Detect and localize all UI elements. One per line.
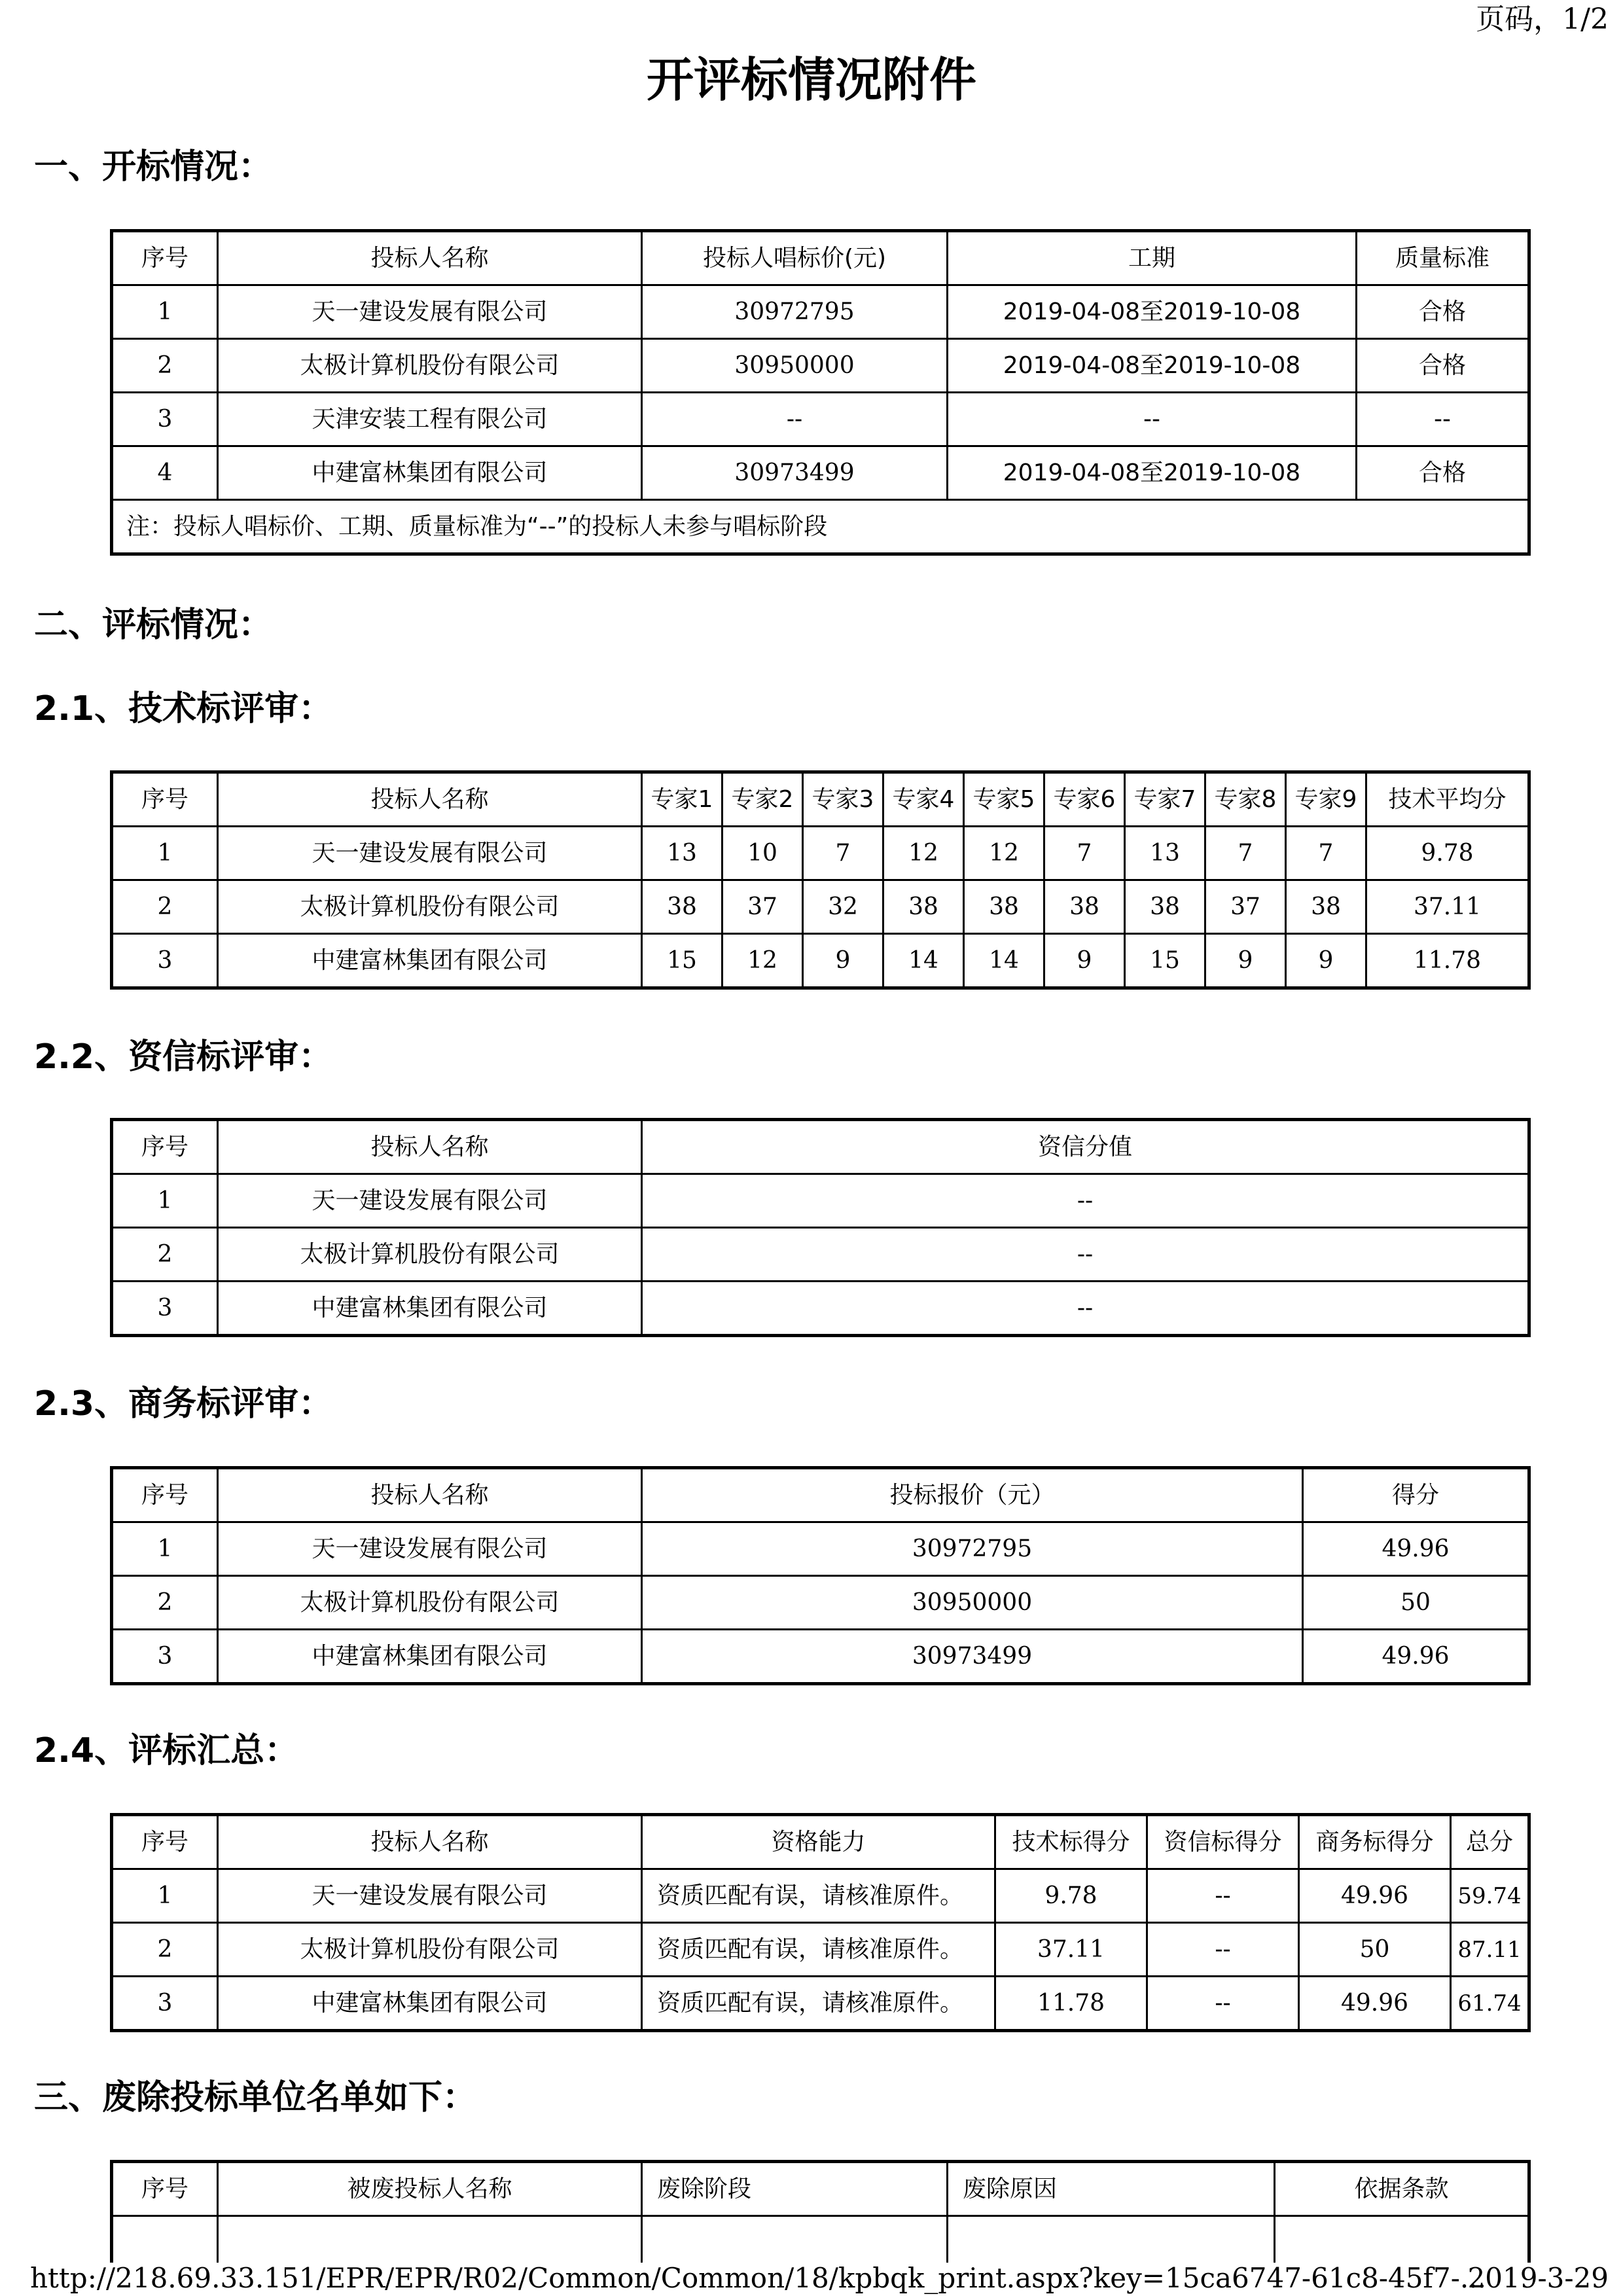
col-header: 投标人名称 xyxy=(218,1120,642,1174)
col-header: 投标人名称 xyxy=(218,231,642,285)
section-heading-evaluation: 二、评标情况： xyxy=(34,605,273,645)
table-row xyxy=(112,1576,1529,1630)
cell-price: 30973499 xyxy=(642,1630,1303,1684)
cell-price: 30950000 xyxy=(642,1576,1303,1630)
col-header: 被废投标人名称 xyxy=(218,2162,642,2216)
cell-total: 59.74 xyxy=(1451,1869,1529,1923)
cell-index: 3 xyxy=(112,393,218,446)
col-header: 投标人名称 xyxy=(218,1468,642,1522)
section-heading-summary: 2.4、评标汇总： xyxy=(34,1731,299,1770)
page-title: 开评标情况附件 xyxy=(646,52,976,107)
cell-score: 38 xyxy=(1125,880,1205,934)
cell-credit: -- xyxy=(642,1282,1529,1336)
cell-price: 30973499 xyxy=(642,446,948,500)
table-row xyxy=(112,339,1529,393)
col-header: 专家6 xyxy=(1044,772,1125,827)
col-header: 专家9 xyxy=(1286,772,1366,827)
cell-tech-score: 11.78 xyxy=(995,1977,1147,2031)
cell-index: 1 xyxy=(112,827,218,880)
col-header: 技术平均分 xyxy=(1366,772,1529,827)
cell-score: 9 xyxy=(1044,934,1125,988)
cell-total: 87.11 xyxy=(1451,1923,1529,1977)
cell-price: 30972795 xyxy=(642,1522,1303,1576)
table-row xyxy=(112,827,1529,880)
cell-total: 61.74 xyxy=(1451,1977,1529,2031)
cell-score: 15 xyxy=(1125,934,1205,988)
empty-cell xyxy=(112,2216,218,2263)
col-header: 得分 xyxy=(1303,1468,1529,1522)
cell-bidder: 中建富林集团有限公司 xyxy=(218,1282,642,1336)
cell-score: 13 xyxy=(642,827,722,880)
cell-score: 50 xyxy=(1303,1576,1529,1630)
col-header: 投标人唱标价(元) xyxy=(642,231,948,285)
col-header: 商务标得分 xyxy=(1299,1815,1451,1869)
table-row xyxy=(112,1282,1529,1336)
cell-credit-score: -- xyxy=(1147,1977,1299,2031)
table-row xyxy=(112,285,1529,339)
cell-bidder: 天一建设发展有限公司 xyxy=(218,827,642,880)
cell-bidder: 中建富林集团有限公司 xyxy=(218,934,642,988)
cell-index: 1 xyxy=(112,285,218,339)
table-row xyxy=(112,2216,1529,2263)
cell-score: 38 xyxy=(642,880,722,934)
cell-bidder: 太极计算机股份有限公司 xyxy=(218,880,642,934)
cell-score: 49.96 xyxy=(1303,1630,1529,1684)
business-table xyxy=(110,1466,1531,1685)
col-header: 序号 xyxy=(112,1468,218,1522)
cell-bidder: 中建富林集团有限公司 xyxy=(218,1977,642,2031)
cell-index: 3 xyxy=(112,934,218,988)
cell-score: 38 xyxy=(1286,880,1366,934)
cell-bidder: 天一建设发展有限公司 xyxy=(218,285,642,339)
cell-qualification: 资质匹配有误，请核准原件。 xyxy=(642,1869,995,1923)
cell-bidder: 太极计算机股份有限公司 xyxy=(218,1576,642,1630)
cell-score: 38 xyxy=(964,880,1044,934)
cell-index: 3 xyxy=(112,1282,218,1336)
cell-quality: -- xyxy=(1357,393,1529,446)
col-header: 专家8 xyxy=(1205,772,1286,827)
cell-period: -- xyxy=(948,393,1357,446)
cell-index: 2 xyxy=(112,1923,218,1977)
cell-index: 2 xyxy=(112,1228,218,1282)
col-header: 投标人名称 xyxy=(218,772,642,827)
table-row xyxy=(112,934,1529,988)
cell-index: 3 xyxy=(112,1977,218,2031)
col-header: 投标报价（元） xyxy=(642,1468,1303,1522)
col-header: 资格能力 xyxy=(642,1815,995,1869)
cell-score: 13 xyxy=(1125,827,1205,880)
cell-price: 30950000 xyxy=(642,339,948,393)
cell-score: 14 xyxy=(964,934,1044,988)
cell-score: 38 xyxy=(883,880,964,934)
cell-index: 1 xyxy=(112,1174,218,1228)
col-header: 专家5 xyxy=(964,772,1044,827)
table-row xyxy=(112,1630,1529,1684)
section-heading-rejected: 三、废除投标单位名单如下： xyxy=(34,2078,477,2117)
footer-date: 2019-3-29 xyxy=(1467,2262,1609,2294)
col-header: 资信标得分 xyxy=(1147,1815,1299,1869)
cell-score: 7 xyxy=(1286,827,1366,880)
cell-index: 4 xyxy=(112,446,218,500)
cell-average: 11.78 xyxy=(1366,934,1529,988)
empty-cell xyxy=(1275,2216,1529,2263)
cell-period: 2019-04-08至2019-10-08 xyxy=(948,339,1357,393)
section-heading-technical: 2.1、技术标评审： xyxy=(34,689,333,728)
col-header: 序号 xyxy=(112,2162,218,2216)
cell-score: 38 xyxy=(1044,880,1125,934)
table-row xyxy=(112,1923,1529,1977)
cell-quality: 合格 xyxy=(1357,285,1529,339)
col-header: 专家4 xyxy=(883,772,964,827)
col-header: 序号 xyxy=(112,1815,218,1869)
cell-period: 2019-04-08至2019-10-08 xyxy=(948,446,1357,500)
col-header: 专家7 xyxy=(1125,772,1205,827)
col-header: 工期 xyxy=(948,231,1357,285)
rejected-table xyxy=(110,2160,1531,2263)
table-row xyxy=(112,1869,1529,1923)
cell-price: -- xyxy=(642,393,948,446)
cell-bidder: 太极计算机股份有限公司 xyxy=(218,1228,642,1282)
cell-index: 2 xyxy=(112,880,218,934)
cell-bidder: 太极计算机股份有限公司 xyxy=(218,1923,642,1977)
cell-score: 10 xyxy=(722,827,803,880)
cell-quality: 合格 xyxy=(1357,339,1529,393)
page-number: 页码，1/2 xyxy=(1476,3,1609,36)
table-row xyxy=(112,1522,1529,1576)
cell-tech-score: 37.11 xyxy=(995,1923,1147,1977)
table-row xyxy=(112,393,1529,446)
cell-average: 9.78 xyxy=(1366,827,1529,880)
cell-bidder: 天津安装工程有限公司 xyxy=(218,393,642,446)
col-header: 序号 xyxy=(112,231,218,285)
cell-tech-score: 9.78 xyxy=(995,1869,1147,1923)
cell-average: 37.11 xyxy=(1366,880,1529,934)
cell-credit: -- xyxy=(642,1228,1529,1282)
cell-quality: 合格 xyxy=(1357,446,1529,500)
cell-credit-score: -- xyxy=(1147,1923,1299,1977)
cell-score: 32 xyxy=(803,880,883,934)
cell-score: 9 xyxy=(803,934,883,988)
cell-score: 12 xyxy=(883,827,964,880)
col-header: 依据条款 xyxy=(1275,2162,1529,2216)
cell-score: 49.96 xyxy=(1303,1522,1529,1576)
table-row xyxy=(112,446,1529,500)
table-row xyxy=(112,1977,1529,2031)
cell-business-score: 50 xyxy=(1299,1923,1451,1977)
cell-score: 9 xyxy=(1286,934,1366,988)
col-header: 序号 xyxy=(112,772,218,827)
table-note: 注：投标人唱标价、工期、质量标准为“--”的投标人未参与唱标阶段 xyxy=(112,500,1529,554)
col-header: 投标人名称 xyxy=(218,1815,642,1869)
table-row xyxy=(112,1174,1529,1228)
section-heading-business: 2.3、商务标评审： xyxy=(34,1384,333,1424)
empty-cell xyxy=(948,2216,1275,2263)
opening-table xyxy=(110,229,1531,556)
cell-score: 7 xyxy=(1044,827,1125,880)
cell-bidder: 天一建设发展有限公司 xyxy=(218,1869,642,1923)
cell-qualification: 资质匹配有误，请核准原件。 xyxy=(642,1923,995,1977)
col-header: 专家2 xyxy=(722,772,803,827)
table-row xyxy=(112,1228,1529,1282)
cell-credit-score: -- xyxy=(1147,1869,1299,1923)
technical-table xyxy=(110,770,1531,990)
cell-score: 15 xyxy=(642,934,722,988)
col-header: 序号 xyxy=(112,1120,218,1174)
footer-url: http://218.69.33.151/EPR/EPR/R02/Common/Common/18/kpbqk_print.aspx?key=15ca6747-61c8-45f7-... xyxy=(30,2262,1486,2294)
cell-credit: -- xyxy=(642,1174,1529,1228)
cell-score: 7 xyxy=(1205,827,1286,880)
cell-bidder: 太极计算机股份有限公司 xyxy=(218,339,642,393)
cell-price: 30972795 xyxy=(642,285,948,339)
empty-cell xyxy=(218,2216,642,2263)
cell-index: 2 xyxy=(112,339,218,393)
col-header: 技术标得分 xyxy=(995,1815,1147,1869)
summary-table xyxy=(110,1813,1531,2032)
empty-cell xyxy=(642,2216,948,2263)
col-header: 资信分值 xyxy=(642,1120,1529,1174)
cell-score: 7 xyxy=(803,827,883,880)
section-heading-opening: 一、开标情况： xyxy=(34,147,273,187)
col-header: 废除原因 xyxy=(948,2162,1275,2216)
cell-bidder: 中建富林集团有限公司 xyxy=(218,446,642,500)
cell-index: 1 xyxy=(112,1522,218,1576)
cell-qualification: 资质匹配有误，请核准原件。 xyxy=(642,1977,995,2031)
cell-index: 3 xyxy=(112,1630,218,1684)
cell-bidder: 中建富林集团有限公司 xyxy=(218,1630,642,1684)
credit-table xyxy=(110,1118,1531,1337)
cell-bidder: 天一建设发展有限公司 xyxy=(218,1522,642,1576)
table-row xyxy=(112,880,1529,934)
cell-index: 2 xyxy=(112,1576,218,1630)
cell-index: 1 xyxy=(112,1869,218,1923)
cell-score: 14 xyxy=(883,934,964,988)
cell-period: 2019-04-08至2019-10-08 xyxy=(948,285,1357,339)
section-heading-credit: 2.2、资信标评审： xyxy=(34,1037,333,1077)
cell-score: 37 xyxy=(1205,880,1286,934)
cell-score: 12 xyxy=(964,827,1044,880)
col-header: 专家1 xyxy=(642,772,722,827)
col-header: 废除阶段 xyxy=(642,2162,948,2216)
cell-score: 12 xyxy=(722,934,803,988)
col-header: 专家3 xyxy=(803,772,883,827)
cell-score: 9 xyxy=(1205,934,1286,988)
cell-business-score: 49.96 xyxy=(1299,1977,1451,2031)
cell-bidder: 天一建设发展有限公司 xyxy=(218,1174,642,1228)
cell-business-score: 49.96 xyxy=(1299,1869,1451,1923)
cell-score: 37 xyxy=(722,880,803,934)
col-header: 总分 xyxy=(1451,1815,1529,1869)
col-header: 质量标准 xyxy=(1357,231,1529,285)
